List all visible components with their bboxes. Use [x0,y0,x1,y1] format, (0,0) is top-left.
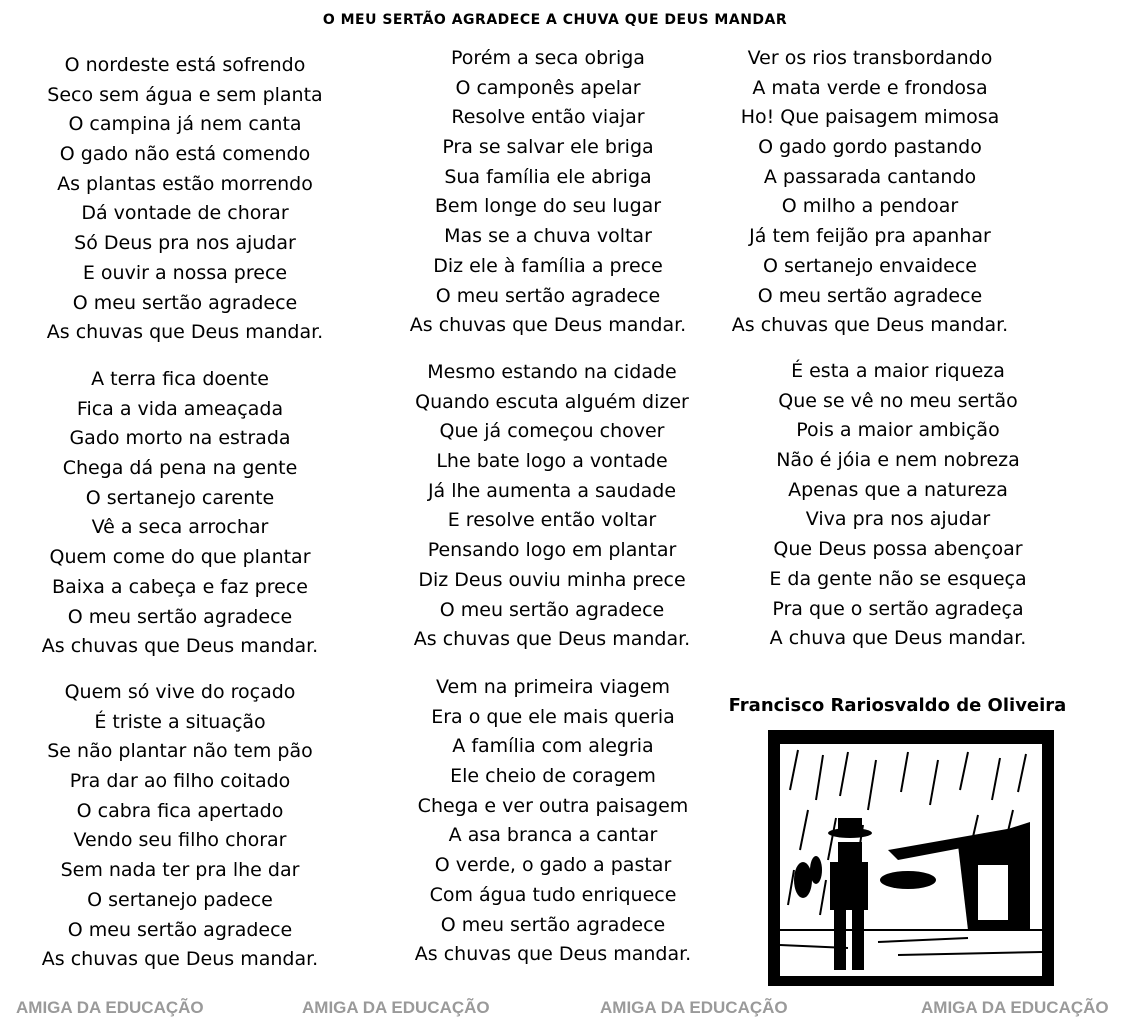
poem-line: Seco sem água e sem planta [47,83,323,106]
poem-line: As chuvas que Deus mandar. [41,948,319,971]
poem-line: Bem longe do seu lugar [434,195,662,218]
poem-line: Fica a vida ameaçada [76,397,284,420]
poem-line: O meu sertão agradece [67,918,293,941]
poem-line: O sertanejo padece [87,888,273,911]
poem-line: Mas se a chuva voltar [444,225,652,248]
poem-line: Com água tudo enriquece [429,883,677,906]
poem-line: É esta a maior riqueza [791,360,1005,382]
poem-line: O cabra fica apertado [76,799,284,822]
poem-line: Vem na primeira viagem [435,676,671,698]
poem-line: Quem come do que plantar [49,546,311,569]
poem-line: Era o que ele mais queria [431,705,675,728]
poem-line: A asa branca a cantar [448,824,658,847]
poem-line: E resolve então voltar [447,509,657,532]
poem-line: O campina já nem canta [68,113,302,136]
poem-line: O meu sertão agradece [72,291,298,314]
stanza-7 [720,44,1020,341]
poem-line: As chuvas que Deus mandar. [413,628,691,651]
stanza-6 [403,673,703,970]
poem-line: O sertanejo envaidece [763,254,977,277]
footer-watermark-4: AMIGA DA EDUCAÇÃO [921,998,1109,1017]
poem-line: O nordeste está sofrendo [64,54,306,76]
poem-line: Baixa a cabeça e faz prece [52,575,308,598]
poem-line: Vê a seca arrochar [91,516,269,539]
poem-line: Vendo seu filho chorar [73,829,287,852]
poem-line: O gado não está comendo [59,143,311,166]
poem-line: Sem nada ter pra lhe dar [60,859,300,882]
stanza-2 [30,365,330,662]
poem-line: Só Deus pra nos ajudar [74,232,296,255]
poem-line: Já lhe aumenta a saudade [427,479,677,502]
poem-line: Dá vontade de chorar [81,202,289,225]
poem-line: O verde, o gado a pastar [434,854,672,877]
poem-line: E da gente não se esqueça [769,567,1027,590]
poem-line: As plantas estão morrendo [57,172,313,195]
stanza-5 [402,358,702,655]
poem-line: Que já começou chover [439,420,665,443]
poem-line: Porém a seca obriga [451,47,645,69]
poem-line: O meu sertão agradece [439,598,665,621]
poem-line: A chuva que Deus mandar. [769,627,1027,650]
poem-line: Viva pra nos ajudar [805,508,991,531]
poem-line: As chuvas que Deus mandar. [414,943,692,966]
poem-line: Não é jóia e nem nobreza [776,449,1020,472]
poem-line: As chuvas que Deus mandar. [46,321,324,344]
poem-line: É triste a situação [94,710,266,733]
poem-line: A mata verde e frondosa [752,76,988,99]
poem-line: Diz ele à família a prece [433,254,663,277]
poem-line: Chega e ver outra paisagem [417,794,689,817]
poem-line: Pois a maior ambição [796,419,1000,442]
poem-line: Gado morto na estrada [69,427,291,450]
poem-line: Ver os rios transbordando [747,47,993,69]
poem-line: Pra se salvar ele briga [442,136,654,159]
stanza-3 [30,678,330,975]
poem-line: O meu sertão agradece [757,284,983,307]
poem-line: Que se vê no meu sertão [778,389,1018,412]
stanza-1 [35,51,335,348]
poem-line: Quem só vive do roçado [64,681,296,703]
poem-line: O gado gordo pastando [758,136,982,159]
footer-watermark-2: AMIGA DA EDUCAÇÃO [302,998,490,1017]
poem-line: E ouvir a nossa prece [82,261,288,284]
author-name: Francisco Rariosvaldo de Oliveira [728,695,1067,716]
poem-line: Resolve então viajar [451,106,645,129]
poem-line: O sertanejo carente [85,486,275,509]
poem-line: Já tem feijão pra apanhar [749,225,991,248]
poem-title: O MEU SERTÃO AGRADECE A CHUVA QUE DEUS MANDAR [322,12,788,28]
poem-line: As chuvas que Deus mandar. [41,635,319,658]
stanza-4 [398,44,698,341]
woodcut-illustration [768,730,1054,986]
poem-line: Diz Deus ouviu minha prece [418,568,686,591]
poem-line: As chuvas que Deus mandar. [409,314,687,337]
poem-line: Sua família ele abriga [444,165,652,188]
poem-line: O camponês apelar [455,76,641,99]
poem-line: A passarada cantando [763,165,977,188]
poem-line: O meu sertão agradece [440,913,666,936]
stanza-8 [748,357,1048,654]
poem-line: As chuvas que Deus mandar. [731,314,1009,337]
poem-line: Pra dar ao filho coitado [69,770,291,793]
poem-line: Chega dá pena na gente [62,457,298,480]
poem-line: Se não plantar não tem pão [47,740,313,763]
poem-line: O meu sertão agradece [435,284,661,307]
poem-line: Pra que o sertão agradeça [772,597,1024,620]
footer-watermark-1: AMIGA DA EDUCAÇÃO [16,998,204,1017]
poem-line: Apenas que a natureza [788,478,1008,501]
poem-line: A família com alegria [452,735,654,758]
poem-line: Quando escuta alguém dizer [415,390,689,413]
poem-line: Pensando logo em plantar [427,539,677,562]
poem-line: O milho a pendoar [781,195,959,218]
poem-line: Que Deus possa abençoar [773,538,1023,561]
poem-line: Ho! Que paisagem mimosa [740,106,1000,129]
poem-line: Ele cheio de coragem [450,765,656,788]
footer-watermark-3: AMIGA DA EDUCAÇÃO [600,998,788,1017]
poem-line: A terra fica doente [91,368,269,390]
poem-line: Lhe bate logo a vontade [436,450,668,473]
poem-line: Mesmo estando na cidade [427,361,677,383]
poem-line: O meu sertão agradece [67,605,293,628]
